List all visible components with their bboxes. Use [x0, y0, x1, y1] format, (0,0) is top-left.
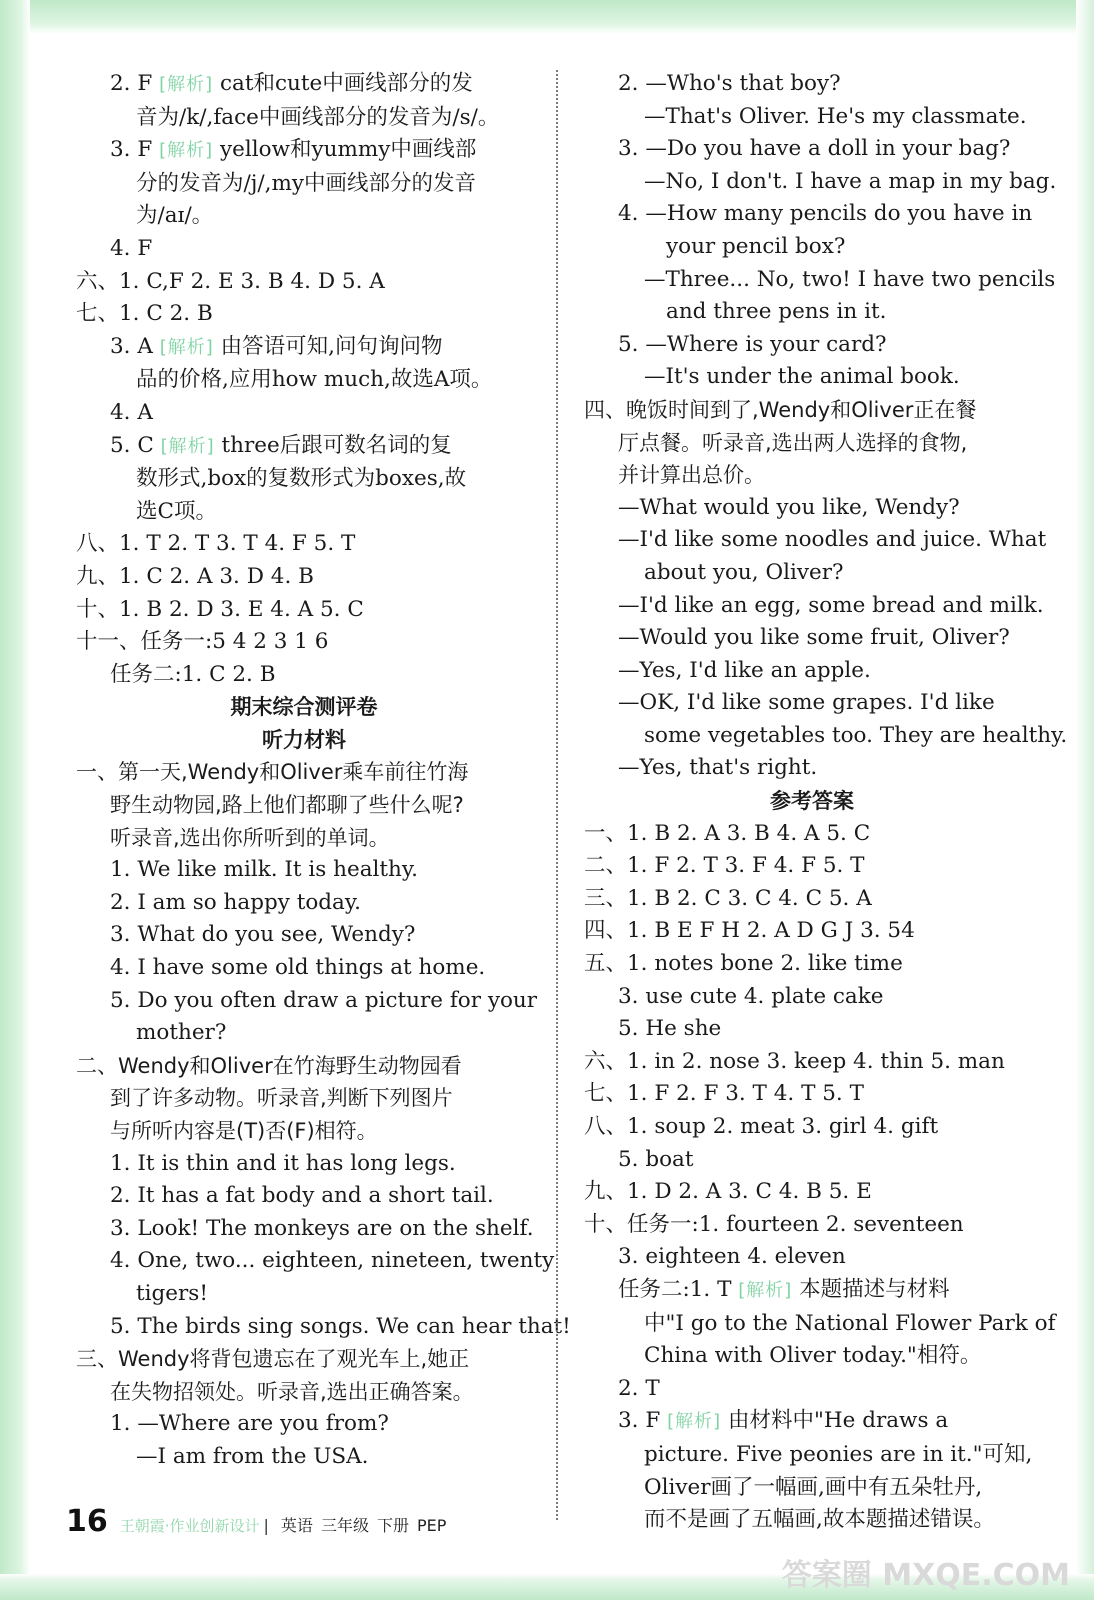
text-line — [584, 427, 1040, 460]
text-line — [584, 1078, 1040, 1111]
line-text: 数形式,box的复数形式为boxes,故 — [136, 466, 467, 492]
line-text: 七、1. F 2. F 3. T 4. T 5. T — [584, 1081, 864, 1107]
analysis-tag: [解析] — [738, 1279, 793, 1301]
line-text: —Three... No, two! I have two pencils — [644, 266, 1056, 292]
text-line — [584, 1373, 1040, 1406]
line-text: 六、1. C,F 2. E 3. B 4. D 5. A — [76, 268, 385, 294]
text-line — [76, 463, 532, 496]
text-line — [584, 687, 1040, 720]
text-line — [76, 756, 532, 789]
subject-label: 英语 — [280, 1516, 313, 1535]
line-text: 九、1. D 2. A 3. C 4. B 5. E — [584, 1179, 872, 1205]
line-text: —OK, I'd like some grapes. I'd like — [618, 690, 995, 716]
text-line — [584, 1176, 1040, 1209]
line-text: 十一、任务一:5 4 2 3 1 6 — [76, 629, 329, 655]
line-text: 5. C — [110, 432, 154, 458]
text-line — [76, 854, 532, 887]
text-line — [584, 883, 1040, 916]
line-text: 2. I am so happy today. — [110, 889, 361, 915]
text-line — [584, 68, 1040, 101]
text-line — [584, 622, 1040, 655]
analysis-text: three后跟可数名词的复 — [221, 432, 452, 458]
text-line — [584, 655, 1040, 688]
line-text: 二、1. F 2. T 3. F 4. F 5. T — [584, 853, 865, 879]
line-text: 3. Look! The monkeys are on the shelf. — [110, 1215, 534, 1241]
text-line — [76, 1441, 532, 1474]
text-line — [584, 198, 1040, 231]
line-text: 为/aɪ/。 — [136, 203, 214, 229]
text-line — [76, 200, 532, 233]
column-divider — [556, 70, 558, 1520]
line-text: 1. We like milk. It is healthy. — [110, 857, 419, 883]
section-heading — [76, 724, 532, 757]
text-line — [584, 329, 1040, 362]
line-text: about you, Oliver? — [644, 559, 844, 585]
line-text: —Yes, that's right. — [618, 755, 818, 781]
line-text: 中"I go to the National Flower Park of — [644, 1310, 1056, 1336]
text-line — [76, 397, 532, 430]
line-text: 1. It is thin and it has long legs. — [110, 1150, 456, 1176]
line-text: 十、任务一:1. fourteen 2. seventeen — [584, 1211, 964, 1237]
footer-separator: | — [263, 1516, 269, 1535]
text-line — [584, 492, 1040, 525]
analysis-tag: [解析] — [159, 336, 214, 358]
line-text: 三、1. B 2. C 3. C 4. C 5. A — [584, 885, 872, 911]
line-text: 3. —Do you have a doll in your bag? — [618, 136, 1011, 162]
line-text: your pencil box? — [666, 233, 846, 259]
line-text: Oliver画了一幅画,画中有五朵牡丹, — [644, 1474, 983, 1500]
edition-label: PEP — [416, 1516, 447, 1535]
text-line — [584, 1013, 1040, 1046]
line-text: —I'd like some noodles and juice. What — [618, 527, 1047, 553]
text-line — [76, 102, 532, 135]
line-text: 一、第一天,Wendy和Oliver乘车前往竹海 — [76, 760, 469, 785]
text-line — [76, 298, 532, 331]
text-line — [584, 1439, 1040, 1472]
text-line — [584, 1308, 1056, 1341]
text-line — [76, 496, 532, 529]
line-text: 选C项。 — [136, 498, 217, 524]
text-line — [76, 1115, 532, 1148]
line-text: 3. F — [618, 1408, 661, 1434]
section-heading — [584, 785, 1040, 818]
line-text: 3. F — [110, 137, 153, 163]
analysis-text: 本题描述与材料 — [799, 1276, 950, 1302]
line-text: 3. What do you see, Wendy? — [110, 922, 416, 948]
line-text: 4. F — [110, 235, 153, 261]
text-line — [76, 594, 532, 627]
line-text: 任务二:1. C 2. B — [110, 661, 276, 687]
text-line — [584, 264, 1056, 297]
text-line — [584, 1241, 1040, 1274]
line-text: —It's under the animal book. — [644, 364, 960, 390]
text-line — [76, 1148, 532, 1181]
line-text: 三、Wendy将背包遗忘在了观光车上,她正 — [76, 1347, 470, 1372]
text-line — [76, 822, 532, 855]
page-border-top — [0, 0, 1094, 34]
text-line — [76, 919, 532, 952]
line-text: 3. A — [110, 333, 153, 359]
line-text: —What would you like, Wendy? — [618, 494, 960, 520]
line-text: 并计算出总价。 — [618, 463, 765, 488]
analysis-text: cat和cute中画线部分的发 — [220, 71, 473, 96]
analysis-text: yellow和yummy中画线部 — [220, 137, 477, 163]
line-text: 2. T — [618, 1375, 660, 1401]
text-line — [584, 1472, 1040, 1505]
text-line — [584, 459, 1040, 492]
line-text: —Would you like some fruit, Oliver? — [618, 625, 1010, 651]
text-line — [584, 818, 1040, 851]
line-text: 4. I have some old things at home. — [110, 955, 486, 981]
line-text: 5. —Where is your card? — [618, 331, 887, 357]
text-line — [584, 1144, 1040, 1177]
line-text: 5. Do you often draw a picture for your — [110, 987, 538, 1013]
line-text: —Yes, I'd like an apple. — [618, 657, 871, 683]
line-text: some vegetables too. They are healthy. — [644, 722, 1068, 748]
line-text: 四、晚饭时间到了,Wendy和Oliver正在餐 — [584, 397, 977, 422]
text-line — [76, 887, 532, 920]
text-line — [584, 231, 1040, 264]
text-line — [584, 590, 1044, 623]
text-line — [76, 1017, 532, 1050]
text-line — [76, 1343, 532, 1376]
line-text: 5. The birds sing songs. We can hear that! — [110, 1313, 571, 1339]
text-line — [76, 1213, 532, 1246]
page-number: 16 — [66, 1504, 108, 1539]
volume-label: 下册 — [376, 1516, 409, 1535]
series-brand: 王朝霞·作业创新设计 — [119, 1517, 260, 1535]
text-line — [76, 134, 532, 168]
line-text: —That's Oliver. He's my classmate. — [644, 103, 1027, 129]
line-text: 2. It has a fat body and a short tail. — [110, 1183, 494, 1209]
line-text: 听录音,选出你所听到的单词。 — [110, 825, 390, 850]
text-line — [76, 1050, 532, 1083]
line-text: 品的价格,应用how much,故选A项。 — [136, 367, 493, 393]
text-line — [76, 331, 532, 365]
text-line — [76, 789, 532, 822]
line-text: 野生动物园,路上他们都聊了些什么呢? — [110, 793, 464, 818]
text-line — [584, 394, 1040, 427]
text-line — [76, 1376, 532, 1409]
line-text: 任务二:1. T — [618, 1276, 732, 1302]
text-line — [584, 166, 1057, 199]
line-text: 十、1. B 2. D 3. E 4. A 5. C — [76, 596, 364, 622]
analysis-tag: [解析] — [159, 74, 214, 95]
line-text: tigers! — [136, 1280, 208, 1306]
text-line — [584, 524, 1047, 557]
text-line — [584, 101, 1040, 134]
line-text: 1. —Where are you from? — [110, 1411, 389, 1437]
analysis-tag: [解析] — [667, 1411, 722, 1433]
text-line — [584, 1111, 1040, 1144]
text-line — [584, 915, 1040, 948]
text-line — [584, 296, 1040, 329]
text-line — [76, 364, 532, 397]
analysis-text: 由材料中"He draws a — [728, 1408, 949, 1434]
line-text: 厅点餐。听录音,选出两人选择的食物, — [618, 430, 968, 455]
text-line — [584, 1405, 1040, 1439]
line-text: —I'd like an egg, some bread and milk. — [618, 592, 1044, 618]
text-line — [76, 1082, 532, 1115]
line-text: 五、1. notes bone 2. like time — [584, 951, 903, 977]
line-text: 4. —How many pencils do you have in — [618, 201, 1033, 227]
analysis-text: 由答语可知,问句询问物 — [220, 333, 443, 359]
line-text: 4. One, two... eighteen, nineteen, twenty — [110, 1248, 555, 1274]
text-line — [584, 1274, 1040, 1308]
text-line — [76, 561, 532, 594]
analysis-tag: [解析] — [159, 140, 214, 162]
text-line — [76, 68, 532, 102]
text-line — [584, 981, 1040, 1014]
text-line — [584, 557, 1040, 590]
line-text: 八、1. T 2. T 3. T 4. F 5. T — [76, 531, 356, 557]
text-line — [76, 168, 532, 201]
line-text: 音为/k/,face中画线部分的发音为/s/。 — [136, 104, 500, 130]
right-column — [584, 68, 1068, 1537]
line-text: 参考答案 — [770, 789, 854, 814]
line-text: 而不是画了五幅画,故本题描述错误。 — [644, 1507, 995, 1533]
line-text: —No, I don't. I have a map in my bag. — [644, 168, 1057, 194]
text-line — [76, 1408, 532, 1441]
text-line — [584, 1504, 1040, 1537]
line-text: 七、1. C 2. B — [76, 301, 213, 327]
text-line — [76, 626, 532, 659]
grade-label: 三年级 — [320, 1516, 369, 1535]
text-line — [76, 1311, 571, 1344]
line-text: 3. use cute 4. plate cake — [618, 983, 884, 1009]
line-text: 3. eighteen 4. eleven — [618, 1244, 846, 1270]
text-line — [584, 133, 1040, 166]
text-line — [76, 266, 532, 299]
line-text: 5. He she — [618, 1016, 722, 1042]
text-line — [584, 1340, 1040, 1373]
text-line — [584, 1209, 1040, 1242]
line-text: 听力材料 — [262, 727, 346, 752]
line-text: 八、1. soup 2. meat 3. girl 4. gift — [584, 1114, 939, 1139]
analysis-tag: [解析] — [160, 435, 215, 457]
text-line — [76, 1180, 532, 1213]
page-footer — [66, 1504, 446, 1544]
line-text: 九、1. C 2. A 3. D 4. B — [76, 563, 314, 589]
line-text: 2. F — [110, 71, 153, 96]
line-text: 2. —Who's that boy? — [618, 71, 841, 96]
watermark-logo: 答案圈 MXQE.COM — [781, 1558, 1070, 1593]
page-border-left — [0, 0, 30, 1600]
text-line — [76, 952, 532, 985]
line-text: China with Oliver today."相符。 — [644, 1343, 982, 1369]
text-line — [76, 985, 538, 1018]
line-text: —I am from the USA. — [136, 1443, 369, 1469]
line-text: and three pens in it. — [666, 299, 887, 325]
line-text: 分的发音为/j/,my中画线部分的发音 — [136, 170, 477, 196]
line-text: 5. boat — [618, 1146, 694, 1172]
text-line — [584, 948, 1040, 981]
line-text: 一、1. B 2. A 3. B 4. A 5. C — [584, 820, 871, 846]
line-text: 4. A — [110, 399, 153, 425]
text-line — [76, 233, 532, 266]
section-heading — [76, 691, 532, 724]
line-text: 二、Wendy和Oliver在竹海野生动物园看 — [76, 1053, 462, 1078]
text-line — [76, 1245, 555, 1278]
line-text: 在失物招领处。听录音,选出正确答案。 — [110, 1379, 474, 1404]
left-column — [76, 68, 571, 1474]
text-line — [584, 850, 1040, 883]
text-line — [76, 430, 532, 464]
line-text: picture. Five peonies are in it."可知, — [644, 1441, 1033, 1467]
line-text: 六、1. in 2. nose 3. keep 4. thin 5. man — [584, 1048, 1005, 1074]
text-line — [584, 752, 1040, 785]
text-line — [584, 1046, 1040, 1079]
line-text: 到了许多动物。听录音,判断下列图片 — [110, 1086, 453, 1111]
line-text: 期末综合测评卷 — [230, 695, 378, 720]
page-border-right — [1076, 0, 1094, 1600]
text-line — [584, 361, 1040, 394]
text-line — [584, 720, 1068, 753]
text-line — [76, 528, 532, 561]
line-text: 四、1. B E F H 2. A D G J 3. 54 — [584, 918, 915, 944]
line-text: mother? — [136, 1020, 227, 1046]
text-line — [76, 659, 532, 692]
line-text: 与所听内容是(T)否(F)相符。 — [110, 1119, 378, 1143]
text-line — [76, 1278, 532, 1311]
